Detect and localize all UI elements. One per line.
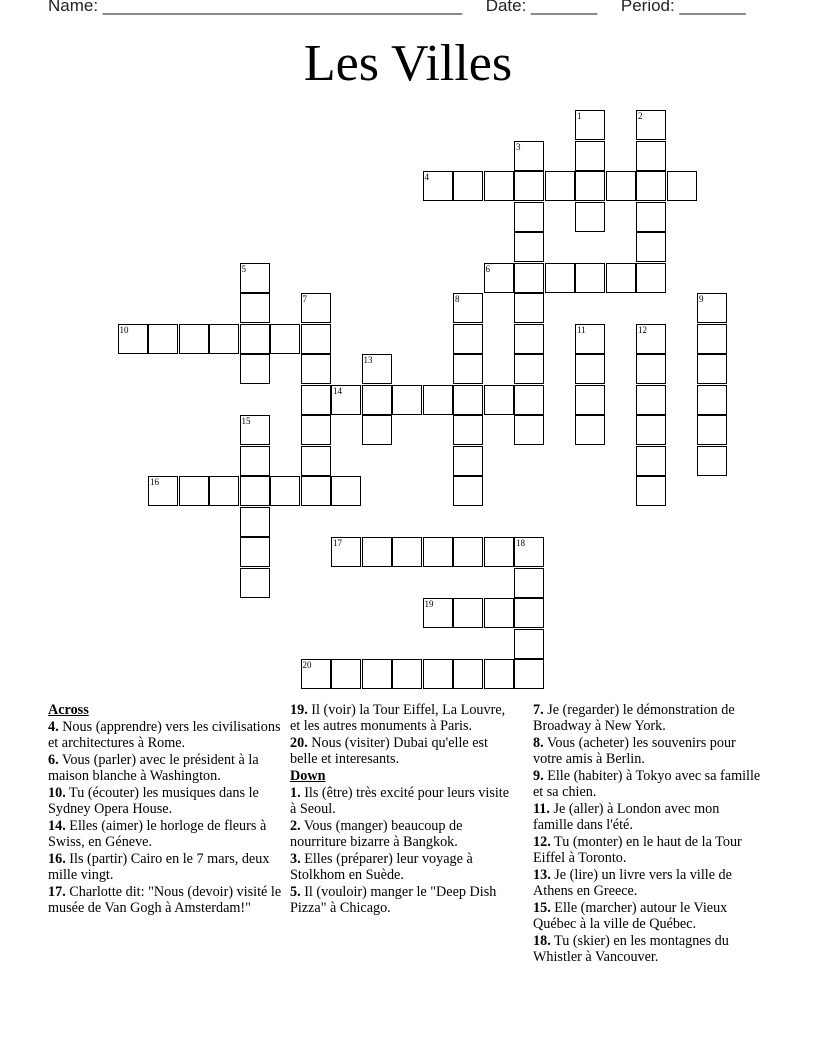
across-clue bbox=[48, 818, 284, 850]
crossword-cell[interactable] bbox=[148, 476, 178, 506]
crossword-cell[interactable] bbox=[209, 324, 239, 354]
across-clue bbox=[290, 735, 518, 767]
down-clue bbox=[290, 884, 518, 916]
crossword-cell[interactable] bbox=[545, 263, 575, 293]
crossword-cell[interactable] bbox=[240, 263, 270, 293]
crossword-cell[interactable] bbox=[636, 446, 666, 476]
crossword-cell[interactable] bbox=[179, 324, 209, 354]
crossword-cell[interactable] bbox=[575, 110, 605, 140]
crossword-cell[interactable] bbox=[575, 263, 605, 293]
clue-num: 19. bbox=[290, 702, 308, 718]
crossword-cell[interactable] bbox=[575, 171, 605, 201]
clue-text: Elles (aimer) le horloge de fleurs à Swiss, en Géneve. bbox=[48, 818, 267, 850]
clue-number: 9 bbox=[699, 294, 704, 304]
crossword-cell[interactable] bbox=[636, 415, 666, 445]
crossword-cell[interactable] bbox=[514, 385, 544, 415]
clue-text: Vous (manger) beaucoup de nourriture bizarre à Bangkok. bbox=[290, 818, 463, 850]
clue-text: Elle (marcher) autour le Vieux Québec à la ville de Québec. bbox=[533, 900, 728, 932]
clue-number: 17 bbox=[333, 538, 342, 548]
crossword-cell[interactable] bbox=[514, 324, 544, 354]
clue-number: 3 bbox=[516, 141, 521, 152]
crossword-cell[interactable] bbox=[270, 324, 300, 354]
clue-num: 14. bbox=[48, 818, 66, 834]
across-clue bbox=[48, 851, 284, 883]
crossword-cell[interactable] bbox=[636, 232, 666, 262]
across-clue bbox=[48, 884, 284, 916]
crossword-cell[interactable] bbox=[240, 415, 270, 445]
crossword-cell[interactable] bbox=[301, 415, 331, 445]
clue-text: Tu (skier) en les montagnes du Whistler à Vancouver. bbox=[533, 933, 729, 965]
clue-num: 10. bbox=[48, 785, 66, 801]
clue-num: 11. bbox=[533, 801, 550, 817]
crossword-cell[interactable] bbox=[453, 476, 483, 506]
crossword-cell[interactable] bbox=[636, 354, 666, 384]
crossword-cell[interactable] bbox=[301, 324, 331, 354]
clue-number: 10 bbox=[119, 324, 129, 335]
crossword-cell[interactable] bbox=[575, 141, 605, 171]
period-field[interactable]: Period: _______ bbox=[620, 0, 746, 15]
crossword-cell[interactable] bbox=[514, 659, 544, 689]
across-clue bbox=[48, 719, 284, 751]
crossword-cell[interactable] bbox=[148, 324, 178, 354]
crossword-cell[interactable] bbox=[392, 537, 422, 567]
crossword-cell[interactable] bbox=[331, 659, 361, 689]
clue-num: 6. bbox=[48, 752, 59, 768]
across-clue bbox=[48, 752, 284, 784]
crossword-cell[interactable] bbox=[484, 598, 514, 628]
crossword-cell[interactable] bbox=[118, 324, 148, 354]
crossword-cell[interactable] bbox=[240, 476, 270, 506]
crossword-cell[interactable] bbox=[392, 659, 422, 689]
clue-text: Tu (monter) en le haut de la Tour Eiffel à Toronto. bbox=[533, 834, 742, 866]
crossword-cell[interactable] bbox=[575, 202, 605, 232]
down-clue bbox=[533, 867, 761, 899]
clue-text: Il (voir) la Tour Eiffel, La Louvre, et les autres monuments à Paris. bbox=[290, 702, 506, 734]
clue-text: Nous (apprendre) vers les civilisations et architectures à Rome. bbox=[48, 719, 281, 751]
clue-text: Je (lire) un livre vers la ville de Athens en Greece. bbox=[533, 867, 732, 899]
clue-number: 2 bbox=[638, 111, 643, 121]
crossword-cell[interactable] bbox=[362, 354, 392, 384]
crossword-cell[interactable] bbox=[423, 537, 453, 567]
crossword-cell[interactable] bbox=[636, 476, 666, 506]
clue-number: 14 bbox=[333, 385, 342, 396]
crossword-cell[interactable] bbox=[453, 446, 483, 476]
clue-num: 12. bbox=[533, 834, 551, 850]
date-field[interactable]: Date: _______ bbox=[485, 0, 598, 15]
clue-num: 8. bbox=[533, 735, 544, 751]
clue-text: Je (aller) à London avec mon famille dans l'été. bbox=[533, 801, 720, 833]
down-clue bbox=[290, 785, 518, 817]
crossword-cell[interactable] bbox=[514, 232, 544, 262]
crossword-cell[interactable] bbox=[514, 354, 544, 384]
crossword-cell[interactable] bbox=[514, 598, 544, 628]
crossword-cell[interactable] bbox=[301, 476, 331, 506]
crossword-cell[interactable] bbox=[240, 354, 270, 384]
clue-number: 7 bbox=[302, 294, 307, 304]
crossword-cell[interactable] bbox=[697, 293, 727, 323]
crossword-cell[interactable] bbox=[453, 598, 483, 628]
crossword-cell[interactable] bbox=[362, 415, 392, 445]
clue-number: 1 bbox=[577, 111, 582, 121]
crossword-cell[interactable] bbox=[301, 659, 331, 689]
clue-num: 3. bbox=[290, 851, 301, 867]
name-field[interactable]: Name: ______________________________________ bbox=[48, 0, 463, 15]
crossword-cell[interactable] bbox=[453, 415, 483, 445]
crossword-cell[interactable] bbox=[301, 354, 331, 384]
crossword-cell[interactable] bbox=[331, 537, 361, 567]
clue-number: 11 bbox=[577, 324, 586, 335]
crossword-cell[interactable] bbox=[179, 476, 209, 506]
clue-num: 9. bbox=[533, 768, 544, 784]
crossword-cell[interactable] bbox=[240, 507, 270, 537]
crossword-cell[interactable] bbox=[636, 324, 666, 354]
crossword-cell[interactable] bbox=[453, 171, 483, 201]
crossword-cell[interactable] bbox=[514, 537, 544, 567]
crossword-cell[interactable] bbox=[606, 171, 636, 201]
clue-num: 13. bbox=[533, 867, 551, 883]
crossword-cell[interactable] bbox=[362, 385, 392, 415]
crossword-cell[interactable] bbox=[484, 171, 514, 201]
clue-num: 20. bbox=[290, 735, 308, 751]
down-clue bbox=[533, 900, 761, 932]
clue-number: 4 bbox=[424, 172, 429, 182]
crossword-cell[interactable] bbox=[484, 385, 514, 415]
crossword-cell[interactable] bbox=[423, 598, 453, 628]
crossword-cell[interactable] bbox=[697, 415, 727, 445]
crossword-cell[interactable] bbox=[484, 659, 514, 689]
down-clue bbox=[533, 768, 761, 800]
crossword-cell[interactable] bbox=[514, 263, 544, 293]
clues-column-3 bbox=[533, 702, 761, 966]
down-heading: Down bbox=[290, 768, 326, 784]
clue-number: 6 bbox=[485, 263, 490, 274]
clue-num: 5. bbox=[290, 884, 301, 900]
clue-text: Elles (préparer) leur voyage à Stolkhom en Suède. bbox=[290, 851, 473, 883]
clue-num: 17. bbox=[48, 884, 66, 900]
clue-text: Elle (habiter) à Tokyo avec sa famille et sa chien. bbox=[533, 768, 761, 800]
crossword-cell[interactable] bbox=[240, 537, 270, 567]
crossword-cell[interactable] bbox=[514, 171, 544, 201]
crossword-cell[interactable] bbox=[636, 110, 666, 140]
crossword-cell[interactable] bbox=[514, 202, 544, 232]
clue-number: 8 bbox=[455, 294, 460, 304]
crossword-cell[interactable] bbox=[575, 324, 605, 354]
crossword-cell[interactable] bbox=[301, 446, 331, 476]
down-clue bbox=[533, 702, 761, 734]
crossword-cell[interactable] bbox=[453, 385, 483, 415]
clue-number: 13 bbox=[363, 355, 373, 365]
crossword-cell[interactable] bbox=[331, 476, 361, 506]
down-clue bbox=[290, 818, 518, 850]
clue-number: 20 bbox=[302, 660, 312, 670]
crossword-cell[interactable] bbox=[209, 476, 239, 506]
clue-num: 7. bbox=[533, 702, 544, 718]
crossword-cell[interactable] bbox=[575, 354, 605, 384]
crossword-cell[interactable] bbox=[362, 659, 392, 689]
clue-num: 15. bbox=[533, 900, 551, 916]
across-clue bbox=[48, 785, 284, 817]
page-title: Les Villes bbox=[303, 35, 513, 92]
crossword-cell[interactable] bbox=[697, 446, 727, 476]
clue-text: Ils (être) très excité pour leurs visite à Seoul. bbox=[290, 785, 510, 817]
crossword-cell[interactable] bbox=[453, 293, 483, 323]
crossword-cell[interactable] bbox=[636, 202, 666, 232]
crossword-cell[interactable] bbox=[514, 293, 544, 323]
down-clue bbox=[533, 933, 761, 965]
crossword-cell[interactable] bbox=[423, 659, 453, 689]
down-clue bbox=[533, 801, 761, 833]
crossword-cell[interactable] bbox=[423, 171, 453, 201]
crossword-cell[interactable] bbox=[636, 263, 666, 293]
crossword-cell[interactable] bbox=[453, 324, 483, 354]
clue-number: 16 bbox=[150, 477, 159, 487]
clue-num: 2. bbox=[290, 818, 301, 834]
crossword-cell[interactable] bbox=[514, 568, 544, 598]
clue-text: Tu (écouter) les musiques dans le Sydney Opera House. bbox=[48, 785, 259, 817]
clue-num: 1. bbox=[290, 785, 301, 801]
crossword-cell[interactable] bbox=[545, 171, 575, 201]
crossword-cell[interactable] bbox=[636, 171, 666, 201]
crossword-cell[interactable] bbox=[697, 324, 727, 354]
crossword-cell[interactable] bbox=[636, 385, 666, 415]
crossword-cell[interactable] bbox=[514, 415, 544, 445]
crossword-cell[interactable] bbox=[636, 141, 666, 171]
crossword-cell[interactable] bbox=[484, 263, 514, 293]
crossword-cell[interactable] bbox=[697, 385, 727, 415]
crossword-cell[interactable] bbox=[392, 385, 422, 415]
crossword-cell[interactable] bbox=[240, 293, 270, 323]
crossword-cell[interactable] bbox=[453, 537, 483, 567]
crossword-cell[interactable] bbox=[575, 385, 605, 415]
crossword-cell[interactable] bbox=[270, 476, 300, 506]
crossword-cell[interactable] bbox=[423, 385, 453, 415]
crossword-cell[interactable] bbox=[484, 537, 514, 567]
crossword-cell[interactable] bbox=[667, 171, 697, 201]
across-heading: Across bbox=[48, 702, 89, 718]
crossword-cell[interactable] bbox=[697, 354, 727, 384]
crossword-cell[interactable] bbox=[301, 293, 331, 323]
clue-number: 12 bbox=[638, 324, 647, 335]
clues-column-1 bbox=[48, 702, 284, 917]
crossword-cell[interactable] bbox=[514, 141, 544, 171]
clue-num: 4. bbox=[48, 719, 59, 735]
clue-text: Je (regarder) le démonstration de Broadway à New York. bbox=[533, 702, 735, 734]
crossword-cell[interactable] bbox=[453, 354, 483, 384]
clue-text: Ils (partir) Cairo en le 7 mars, deux mille vingt. bbox=[48, 851, 270, 883]
down-clue bbox=[533, 735, 761, 767]
clue-number: 15 bbox=[241, 416, 251, 426]
crossword-cell[interactable] bbox=[240, 568, 270, 598]
crossword-cell[interactable] bbox=[240, 324, 270, 354]
down-clue bbox=[533, 834, 761, 866]
clue-text: Charlotte dit: "Nous (devoir) visité le musée de Van Gogh à Amsterdam!" bbox=[48, 884, 282, 916]
clue-number: 18 bbox=[516, 538, 525, 548]
crossword-cell[interactable] bbox=[606, 263, 636, 293]
crossword-cell[interactable] bbox=[362, 537, 392, 567]
clue-text: Nous (visiter) Dubai qu'elle est belle et interesants. bbox=[290, 735, 488, 767]
crossword-cell[interactable] bbox=[331, 385, 361, 415]
clue-text: Il (vouloir) manger le "Deep Dish Pizza" à Chicago. bbox=[290, 884, 497, 916]
crossword-cell[interactable] bbox=[514, 629, 544, 659]
clue-text: Vous (acheter) les souvenirs pour votre amis à Berlin. bbox=[533, 735, 736, 767]
clue-num: 16. bbox=[48, 851, 66, 867]
across-clue bbox=[290, 702, 518, 734]
clue-text: Vous (parler) avec le président à la maison blanche à Washington. bbox=[48, 752, 259, 784]
clue-number: 19 bbox=[424, 599, 434, 609]
clues-column-2 bbox=[290, 702, 518, 917]
crossword-cell[interactable] bbox=[575, 415, 605, 445]
crossword-cell[interactable] bbox=[453, 659, 483, 689]
crossword-cell[interactable] bbox=[301, 385, 331, 415]
clue-num: 18. bbox=[533, 933, 551, 949]
clue-number: 5 bbox=[241, 263, 246, 274]
crossword-cell[interactable] bbox=[240, 446, 270, 476]
down-clue bbox=[290, 851, 518, 883]
